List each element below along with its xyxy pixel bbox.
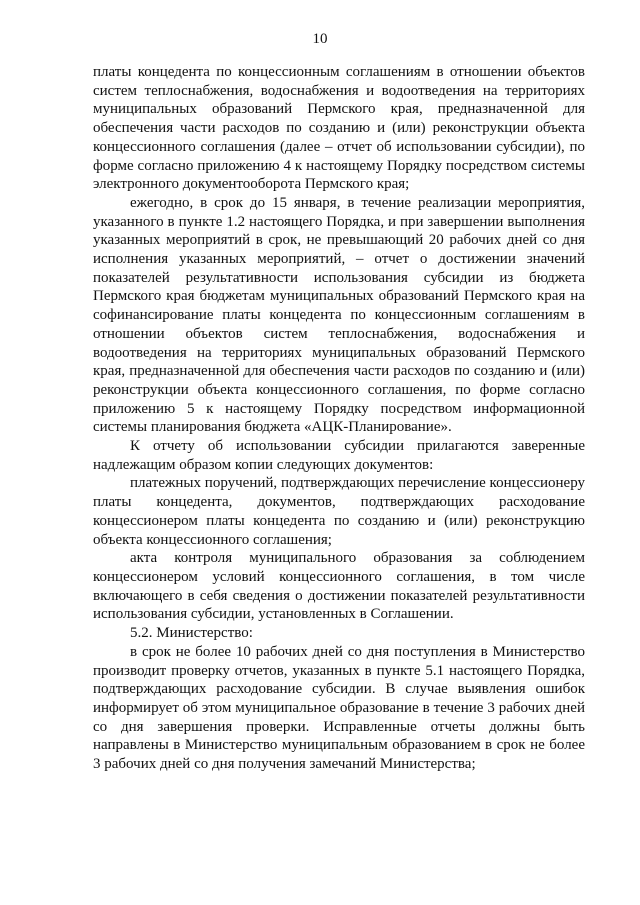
paragraph-control-act: акта контроля муниципального образования за соблюдением концессионером условий концессионного соглашения, в том числе включающего в себя сведения о достижении показателей результативности использования субсидии, установленных в Соглашении. [93, 550, 585, 623]
page-number: 10 [312, 31, 328, 47]
section-heading-5-2: 5.2. Министерство: [130, 625, 253, 642]
paragraph-payment-orders: платежных поручений, подтверждающих перечисление концессионеру платы концедента, документов, подтверждающих расходование концессионером платы концедента по созданию и (или) реконструкцию объекта концессионного соглашения; [93, 475, 585, 548]
document-body [93, 63, 585, 774]
paragraph-subsidy-report-platform: платы концедента по концессионным соглашениям в отношении объектов систем теплоснабжения, водоснабжения и водоотведения на территориях муниципальных образований Пермского края, предназначенной для обеспечения части расходов по созданию и (или) реконструкции объекта концессионного соглашения (далее – отчет об использовании субсидии), по форме согласно приложению 4 к настоящему Порядку посредством системы электронного документооборота Пермского края; [93, 64, 585, 193]
paragraph-annual-performance-report: ежегодно, в срок до 15 января, в течение реализации мероприятия, указанного в пункте 1.2 настоящего Порядка, и при завершении выполнения указанных мероприятий в срок, не превышающий 20 рабочих дней со дня исполнения указанных мероприятий, – отчет о достижении значений показателей результативности использования субсидии из бюджета Пермского края бюджетам муниципальных образований Пермского края на софинансирование платы концедента по концессионным соглашениям в отношении объектов систем теплоснабжения, водоснабжения и водоотведения на территориях муниципальных образований Пермского края, предназначенной для обеспечения части расходов по созданию и (или) реконструкции объекта концессионного соглашения, по форме согласно приложению 5 к настоящему Порядку посредством информационной системы планирования бюджета «АЦК-Планирование». [93, 194, 585, 436]
paragraph-ministry-review: в срок не более 10 рабочих дней со дня поступления в Министерство производит проверку отчетов, указанных в пункте 5.1 настоящего Порядка, подтверждающих расходование субсидии. В случае выявления ошибок информирует об этом муниципальное образование в течение 3 рабочих дней со дня завершения проверки. Исправленные отчеты должны быть направлены в Министерство муниципальным образованием в срок не более 3 рабочих дней со дня получения замечаний Министерства; [93, 643, 585, 773]
paragraph-attached-documents: К отчету об использовании субсидии прилагаются заверенные надлежащим образом копии следующих документов: [93, 438, 585, 473]
